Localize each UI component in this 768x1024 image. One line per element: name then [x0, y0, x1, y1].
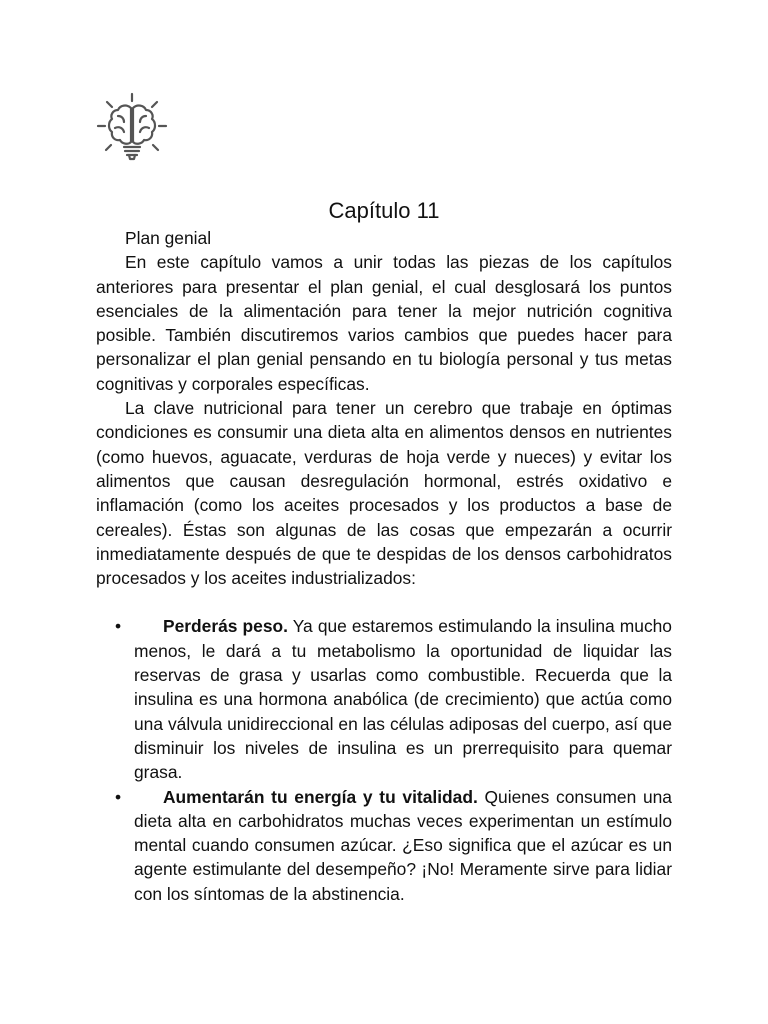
bullet-marker: • [115, 786, 122, 807]
bullet-lead: Perderás peso. [163, 616, 288, 637]
paragraph: En este capítulo vamos a unir todas las piezas de los capítulos anteriores para presentar el plan genial, el cual desglosará los puntos esenciales de la alimentación para tener la mejor nutrición cognitiva posible. También discutiremos varios cambios que puedes hacer para personalizar el plan genial pensando en tu biología personal y tus metas cognitivas y corporales específicas. [96, 252, 672, 394]
bullet-lead: Aumentarán tu energía y tu vitalidad. [163, 786, 478, 807]
bullet-text: Ya que estaremos estimulando la insulina mucho menos, le dará a tu metabolismo la oportunidad de liquidar las reservas de grasa y usarlas como combustible. Recuerda que la insulina es una hormona anabólica (de crecimiento) que actúa como una válvula unidireccional en las células adiposas del cuerpo, así que disminuir los niveles de insulina es un prerrequisito para quemar grasa. [134, 616, 672, 783]
bullet-list [96, 614, 672, 906]
section-heading: Plan genial [125, 228, 212, 248]
paragraph: La clave nutricional para tener un cerebro que trabaje en óptimas condiciones es consumir una dieta alta en alimentos densos en nutrientes (como huevos, aguacate, verduras de hoja verde y nueces) y evitar los alimentos que causan desregulación hormonal, estrés oxidativo e inflamación (como los aceites procesados y los productos a base de cereales). Éstas son algunas de las cosas que empezarán a ocurrir inmediatamente después de que te despidas de los densos carbohidratos procesados y los aceites industrializados: [96, 398, 672, 589]
list-item [96, 614, 672, 784]
brain-lightbulb-icon [96, 92, 168, 164]
bullet-text: Quienes consumen una dieta alta en carbohidratos muchas veces experimentan un estímulo mental cuando consumen azúcar. ¿Eso significa que el azúcar es un agente estimulante del desempeño? ¡No! Meramente sirve para lidiar con los síntomas de la abstinencia. [134, 786, 672, 904]
chapter-title: Capítulo 11 [328, 198, 440, 223]
chapter-body [96, 226, 672, 906]
list-item [96, 785, 672, 906]
bullet-marker: • [115, 616, 122, 637]
